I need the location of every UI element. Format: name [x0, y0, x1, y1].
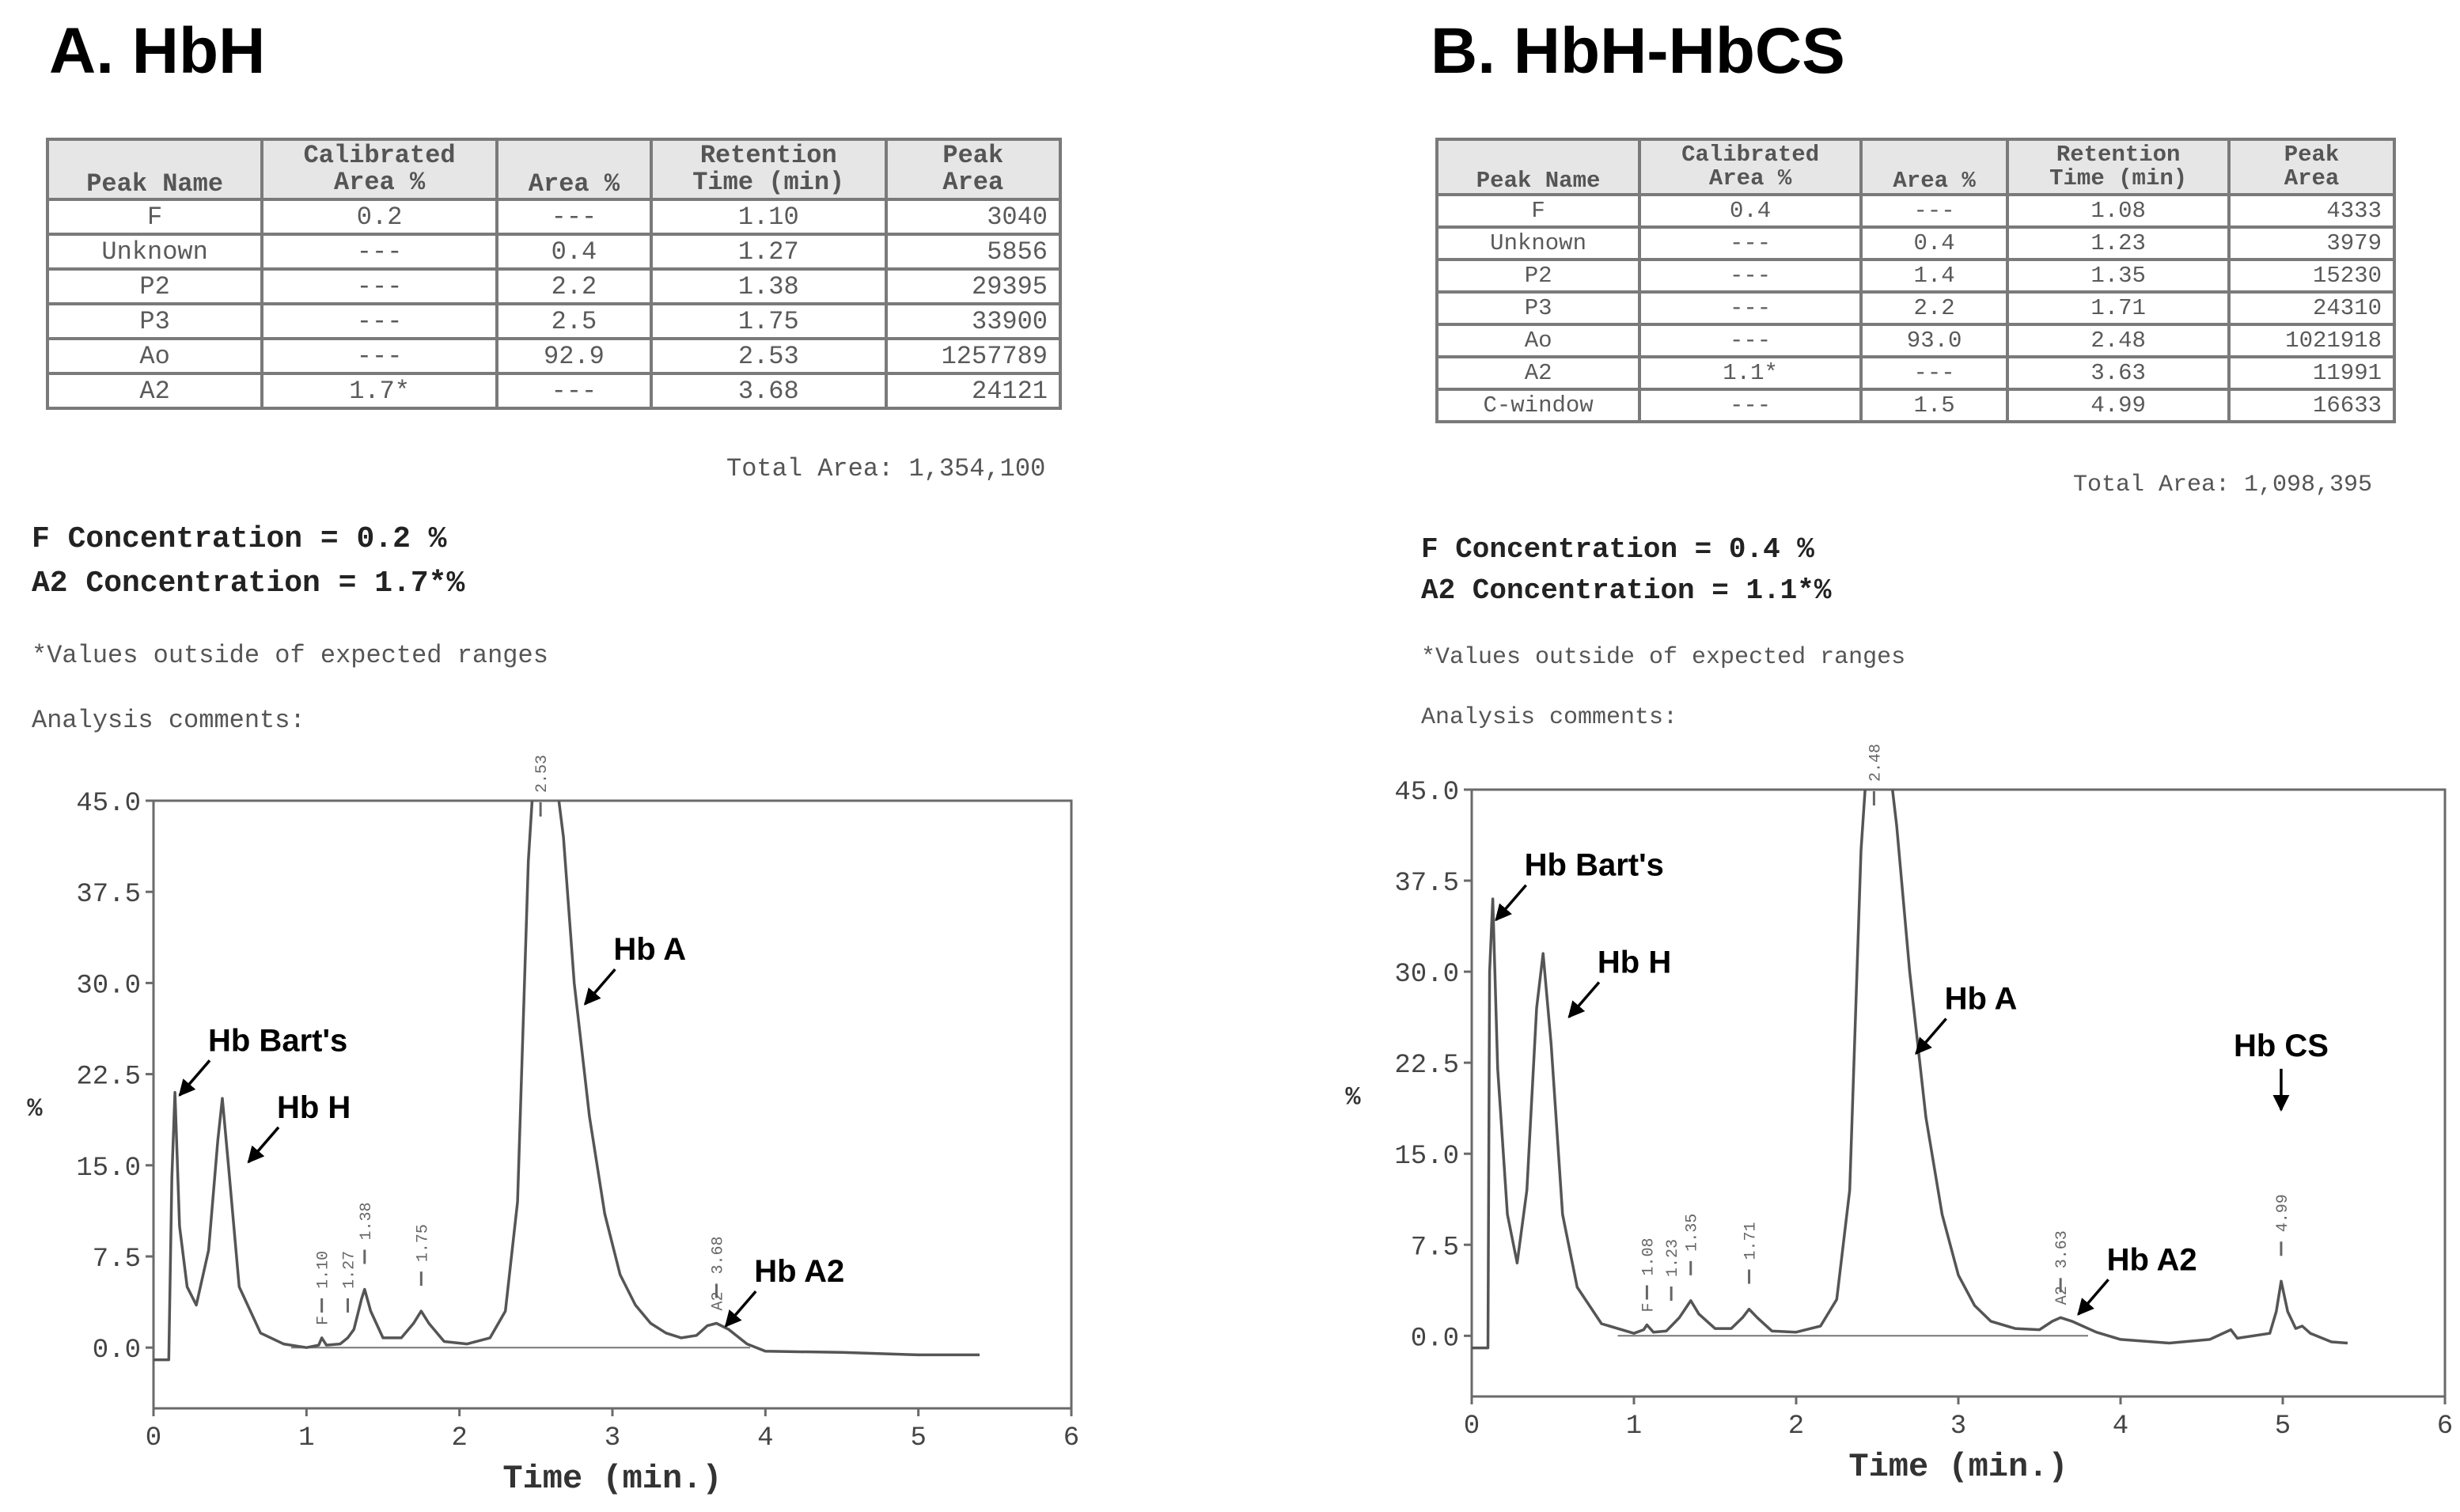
table-cell: Unknown	[47, 234, 262, 269]
x-tick-label: 2	[451, 1423, 468, 1453]
table-row	[1437, 260, 2394, 292]
table-cell: Ao	[47, 339, 262, 373]
table-cell: P2	[1437, 260, 1639, 292]
annotation-label: Hb A	[1944, 981, 2018, 1017]
table-cell: 2.48	[2007, 324, 2229, 357]
analysis-comments: Analysis comments:	[1421, 704, 1678, 731]
x-tick-label: 5	[910, 1423, 927, 1453]
total-area: Total Area: 1,098,395	[2073, 472, 2373, 498]
y-tick-label: 37.5	[76, 880, 141, 911]
table-cell: F	[47, 199, 262, 234]
peak-rt-label: 2.48	[1867, 744, 1886, 782]
peak-name-label: A2	[709, 1291, 728, 1311]
table-cell: ---	[262, 339, 497, 373]
peak-rt-label: 1.08	[1639, 1237, 1658, 1276]
annotation-label: Hb A2	[2106, 1242, 2197, 1278]
chromatogram	[1230, 744, 2459, 1512]
x-tick-label: 3	[1950, 1412, 1967, 1442]
table-cell: 0.2	[262, 199, 497, 234]
x-tick-label: 6	[1063, 1423, 1080, 1453]
table-cell: 0.4	[1861, 227, 2007, 260]
table-cell: 2.2	[497, 269, 651, 304]
table-cell: P2	[47, 269, 262, 304]
table-cell: 1.4	[1861, 260, 2007, 292]
col-header: Peak Name	[1437, 139, 1639, 195]
annotation-label: Hb Bart's	[1524, 847, 1664, 883]
col-header: Retention Time (min)	[651, 139, 886, 199]
table-cell: P3	[1437, 292, 1639, 324]
trace-group	[1472, 744, 2348, 1348]
a2-concentration: A2 Concentration = 1.7*%	[32, 567, 465, 601]
col-header: Peak Area	[2229, 139, 2394, 195]
table-cell: 29395	[886, 269, 1060, 304]
peak-rt-label: 3.63	[2053, 1230, 2072, 1269]
table-row	[1437, 324, 2394, 357]
table-cell: 0.4	[497, 234, 651, 269]
footnote: *Values outside of expected ranges	[1421, 644, 1906, 671]
col-header: Area %	[497, 139, 651, 199]
table-cell: 3.68	[651, 373, 886, 408]
panel-b	[1230, 0, 2459, 1512]
y-tick-label: 0.0	[1410, 1324, 1459, 1355]
col-header: Calibrated Area %	[262, 139, 497, 199]
y-tick-label: 45.0	[76, 789, 141, 819]
table-cell: ---	[1639, 292, 1861, 324]
chromatogram-trace	[1472, 744, 2348, 1348]
table-cell: F	[1437, 195, 1639, 227]
peak-rt-label: 4.99	[2273, 1194, 2292, 1233]
annotation-label: Hb Bart's	[208, 1023, 348, 1059]
y-tick-label: 0.0	[92, 1336, 141, 1366]
table-cell: 1.7*	[262, 373, 497, 408]
y-tick-label: 15.0	[76, 1153, 141, 1184]
x-tick-label: 5	[2274, 1412, 2291, 1442]
table-cell: 1.75	[651, 304, 886, 339]
table-row	[47, 269, 1060, 304]
x-tick-label: 0	[1463, 1412, 1480, 1442]
peak-rt-label: 1.38	[357, 1202, 376, 1241]
panel-title: A. HbH	[49, 15, 266, 87]
table-cell: Unknown	[1437, 227, 1639, 260]
table-cell: C-window	[1437, 389, 1639, 422]
table-cell: 2.53	[651, 339, 886, 373]
table-cell: ---	[1639, 227, 1861, 260]
table-cell: 11991	[2229, 357, 2394, 389]
table-row	[47, 339, 1060, 373]
annotation-arrow	[1496, 885, 1526, 920]
table-cell: 5856	[886, 234, 1060, 269]
table-cell: 1.27	[651, 234, 886, 269]
table-cell: 3040	[886, 199, 1060, 234]
annotation-arrow	[1569, 982, 1599, 1017]
table-row	[1437, 389, 2394, 422]
table-cell: ---	[1861, 195, 2007, 227]
col-header: Peak Area	[886, 139, 1060, 199]
y-axis-label: %	[1345, 1082, 1361, 1112]
f-concentration: F Concentration = 0.2 %	[32, 522, 447, 556]
a2-concentration: A2 Concentration = 1.1*%	[1421, 574, 1832, 607]
table-cell: ---	[497, 199, 651, 234]
table-cell: ---	[1639, 324, 1861, 357]
x-tick-label: 3	[604, 1423, 621, 1453]
annotation-arrow	[726, 1291, 756, 1326]
peak-rt-label: 1.71	[1742, 1222, 1761, 1260]
annotation-label: Hb H	[277, 1089, 351, 1125]
y-axis-label: %	[27, 1094, 43, 1124]
table-header-row	[1437, 139, 2394, 195]
y-tick-label: 22.5	[1394, 1051, 1459, 1082]
peak-name-label: F	[314, 1315, 333, 1325]
table-cell: 24310	[2229, 292, 2394, 324]
peak-rt-label: 1.75	[414, 1224, 433, 1263]
table-cell: ---	[497, 373, 651, 408]
table-cell: 1257789	[886, 339, 1060, 373]
f-concentration: F Concentration = 0.4 %	[1421, 533, 1814, 566]
table-cell: ---	[262, 234, 497, 269]
table-cell: 1.10	[651, 199, 886, 234]
table-cell: 2.2	[1861, 292, 2007, 324]
table-cell: 1.35	[2007, 260, 2229, 292]
table-cell: 1.23	[2007, 227, 2229, 260]
x-tick-label: 4	[757, 1423, 774, 1453]
total-area: Total Area: 1,354,100	[726, 454, 1046, 483]
table-cell: 3979	[2229, 227, 2394, 260]
table-row	[47, 234, 1060, 269]
analysis-comments: Analysis comments:	[32, 706, 305, 735]
x-axis-label: Time (min.)	[1848, 1448, 2068, 1486]
table-cell: 15230	[2229, 260, 2394, 292]
table-cell: 0.4	[1639, 195, 1861, 227]
table-cell: ---	[262, 269, 497, 304]
peak-name-label: F	[1639, 1302, 1658, 1313]
peak-table	[1435, 138, 2396, 423]
footnote: *Values outside of expected ranges	[32, 641, 548, 670]
table-cell: ---	[1861, 357, 2007, 389]
col-header: Calibrated Area %	[1639, 139, 1861, 195]
col-header: Peak Name	[47, 139, 262, 199]
x-tick-label: 4	[2112, 1412, 2129, 1442]
x-tick-label: 6	[2436, 1412, 2454, 1442]
table-cell: 24121	[886, 373, 1060, 408]
table-cell: 93.0	[1861, 324, 2007, 357]
panel-title: B. HbH-HbCS	[1431, 15, 1845, 87]
y-tick-label: 30.0	[76, 971, 141, 1002]
table-row	[1437, 357, 2394, 389]
y-tick-label: 15.0	[1394, 1142, 1459, 1173]
table-cell: 1.08	[2007, 195, 2229, 227]
y-tick-label: 7.5	[1410, 1233, 1459, 1264]
col-header: Area %	[1861, 139, 2007, 195]
annotation-arrow	[1916, 1018, 1946, 1053]
table-row	[47, 373, 1060, 408]
table-cell: P3	[47, 304, 262, 339]
annotation-arrow	[585, 969, 615, 1004]
table-cell: 92.9	[497, 339, 651, 373]
table-cell: 1021918	[2229, 324, 2394, 357]
col-header: Retention Time (min)	[2007, 139, 2229, 195]
y-tick-label: 45.0	[1394, 778, 1459, 808]
annotation-label: Hb H	[1597, 945, 1672, 980]
annotation-arrow	[180, 1060, 210, 1095]
table-cell: ---	[1639, 389, 1861, 422]
peak-rt-label: 2.53	[533, 754, 552, 793]
y-tick-label: 7.5	[92, 1245, 141, 1275]
x-tick-label: 1	[1625, 1412, 1643, 1442]
annotation-arrow	[248, 1127, 279, 1162]
table-row	[1437, 292, 2394, 324]
table-cell: 1.5	[1861, 389, 2007, 422]
annotation-label: Hb CS	[2233, 1028, 2329, 1063]
x-tick-label: 1	[298, 1423, 315, 1453]
table-row	[47, 199, 1060, 234]
table-cell: 1.71	[2007, 292, 2229, 324]
annotation-label: Hb A2	[754, 1254, 845, 1290]
table-cell: ---	[262, 304, 497, 339]
table-cell: A2	[47, 373, 262, 408]
x-tick-label: 0	[145, 1423, 162, 1453]
x-tick-label: 2	[1787, 1412, 1805, 1442]
y-tick-label: 22.5	[76, 1062, 141, 1093]
table-cell: 3.63	[2007, 357, 2229, 389]
peak-rt-label: 3.68	[709, 1236, 728, 1275]
table-cell: Ao	[1437, 324, 1639, 357]
table-cell: 16633	[2229, 389, 2394, 422]
annotation-label: Hb A	[613, 932, 687, 968]
peak-rt-label: 1.35	[1683, 1213, 1702, 1252]
table-cell: 2.5	[497, 304, 651, 339]
table-cell: 4333	[2229, 195, 2394, 227]
peak-table	[46, 138, 1062, 410]
table-row	[47, 304, 1060, 339]
peak-name-label: A2	[2053, 1286, 2072, 1305]
y-tick-label: 30.0	[1394, 960, 1459, 991]
x-axis-label: Time (min.)	[502, 1460, 722, 1498]
peak-rt-label: 1.23	[1664, 1239, 1683, 1278]
table-cell: 4.99	[2007, 389, 2229, 422]
peak-rt-label: 1.27	[340, 1250, 359, 1289]
table-cell: 1.1*	[1639, 357, 1861, 389]
table-cell: 1.38	[651, 269, 886, 304]
table-cell: A2	[1437, 357, 1639, 389]
y-tick-label: 37.5	[1394, 869, 1459, 900]
table-row	[1437, 195, 2394, 227]
peak-rt-label: 1.10	[314, 1250, 333, 1289]
table-cell: 33900	[886, 304, 1060, 339]
chromatogram	[0, 744, 1230, 1512]
annotation-arrow	[2079, 1279, 2109, 1314]
table-header-row	[47, 139, 1060, 199]
table-row	[1437, 227, 2394, 260]
table-cell: ---	[1639, 260, 1861, 292]
